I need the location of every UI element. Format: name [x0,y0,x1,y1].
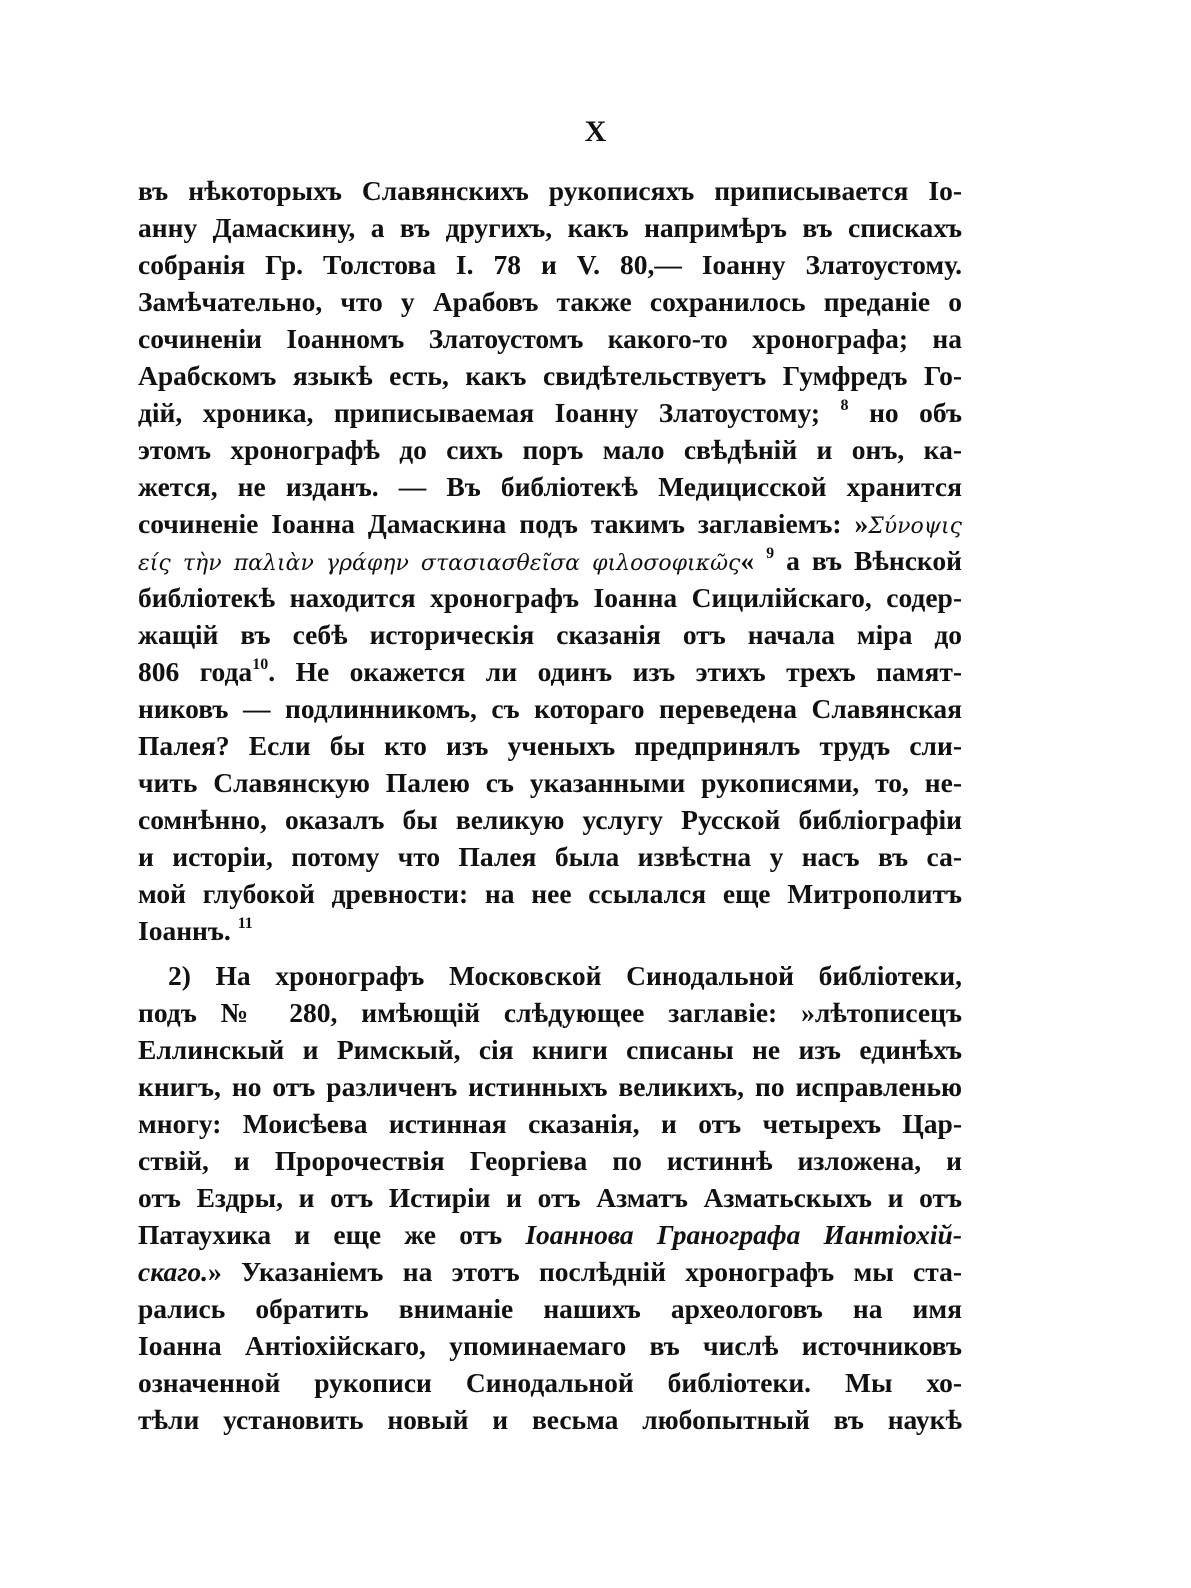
quote-mark: » [208,1256,222,1287]
text-line [138,1216,962,1253]
text-line [138,394,962,431]
body-text [138,172,962,1438]
italic-title: скаго. [138,1256,208,1287]
text-segment: но объ [869,397,963,428]
text-segment: сочиненіе Іоанна Дамаскина подъ такимъ заглавіемъ: » [138,508,869,539]
text-line: мой глубокой древности: на нее ссылался еще Митрополитъ [138,878,962,909]
quote-mark: « [740,545,755,576]
text-line [138,505,962,542]
text-line: собранія Гр. Толстова І. 78 и V. 80,— Іоанну Златоустому. [138,249,962,280]
footnote-ref: 9 [766,545,775,562]
text-line: Іоанна Антіохійскаго, упоминаемаго въ числѣ источниковъ [138,1330,962,1361]
page-number: X [584,115,607,148]
text-segment: Указаніемъ на этотъ послѣдній хронографъ мы ста- [241,1256,963,1287]
text-line: ствій, и Пророчествія Георгіева по истиннѣ изложена, и [138,1145,962,1176]
text-line [138,912,962,949]
text-line: многу: Моисѣева истинная сказанія, и отъ четырехъ Цар- [138,1108,962,1139]
text-segment: 806 года [138,656,253,687]
text-line: въ нѣкоторыхъ Славянскихъ рукописяхъ приписывается Іо- [138,175,962,206]
text-line: библіотекѣ находится хронографъ Іоанна Сицилійскаго, содер- [138,582,962,613]
text-line: Еллинскый и Римскый, сія книги списаны не изъ единѣхъ [138,1034,962,1065]
footnote-ref: 8 [840,397,849,414]
text-line: 2) На хронографъ Московской Синодальной библіотеки, [168,960,962,991]
footnote-ref: 10 [252,656,269,673]
text-segment: . Не окажется ли одинъ изъ этихъ трехъ памят- [268,656,963,687]
text-line: отъ Ездры, и отъ Истиріи и отъ Азматъ Азматьскыхъ и отъ [138,1182,962,1213]
text-line: сочиненіи Іоанномъ Златоустомъ какого-то хронографа; на [138,323,962,354]
text-segment: а въ Вѣнской [786,545,963,576]
text-segment: дій, хроника, приписываемая Іоанну Златоустому; [138,397,821,428]
text-line: жащій въ себѣ историческія сказанія отъ начала міра до [138,619,962,650]
text-line: чить Славянскую Палею съ указанными рукописями, то, не- [138,767,962,798]
text-line: этомъ хронографѣ до сихъ поръ мало свѣдѣній и онъ, ка- [138,434,962,465]
text-line: никовъ — подлинникомъ, съ котораго переведена Славянская [138,693,962,724]
greek-quote: Σύνοψις [868,514,962,539]
text-line: жется, не изданъ. — Въ библіотекѣ Медицисской хранится [138,471,962,502]
text-line: книгъ, но отъ различенъ истинныхъ великихъ, по исправленью [138,1071,962,1102]
paragraph-gap [138,949,962,957]
text-line: и исторіи, потому что Палея была извѣстна у насъ въ са- [138,841,962,872]
text-line [138,653,962,690]
text-line: анну Дамаскину, а въ другихъ, какъ напримѣръ въ спискахъ [138,212,962,243]
footnote-ref: 11 [237,915,253,932]
greek-quote: είς τὴν παλιὰν γράφην στασιασθεῖσα φιλοσοφικῶς [138,551,741,576]
text-line [138,542,962,579]
text-line: Палея? Если бы кто изъ ученыхъ предпринялъ трудъ сли- [138,730,962,761]
text-line: Арабскомъ языкѣ есть, какъ свидѣтельствуетъ Гумфредъ Го- [138,360,962,391]
text-segment: Іоаннъ. [138,915,231,946]
text-line: Замѣчательно, что у Арабовъ также сохранилось преданіе о [138,286,962,317]
text-line: сомнѣнно, оказалъ бы великую услугу Русской библіографіи [138,804,962,835]
text-line: рались обратить вниманіе нашихъ археологовъ на имя [138,1293,962,1324]
text-segment: Патаухика и еще же отъ [138,1219,503,1250]
text-line: подъ № 280, имѣющій слѣдующее заглавіе: »лѣтописецъ [138,997,962,1028]
text-line: означенной рукописи Синодальной библіотеки. Мы хо- [138,1367,962,1398]
text-line: тѣли установить новый и весьма любопытный въ наукѣ [138,1404,962,1435]
text-line [138,1253,962,1290]
italic-title: Іоаннова Гранографа Иантіохій- [525,1219,963,1250]
